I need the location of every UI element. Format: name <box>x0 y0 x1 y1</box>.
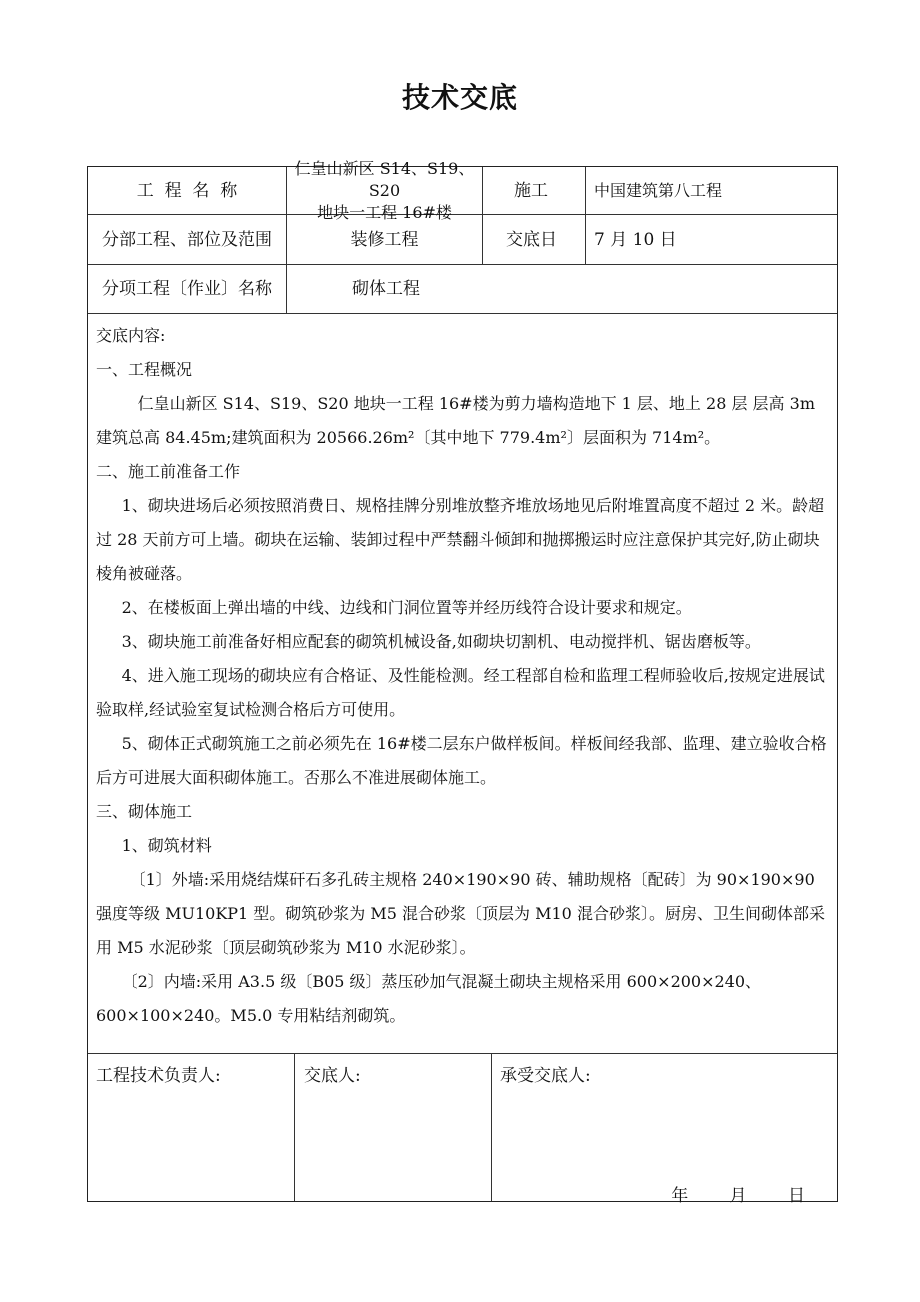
col-divider <box>585 167 586 264</box>
discloser-label: 交底人: <box>304 1066 361 1086</box>
content-intro: 交底内容: <box>96 326 166 345</box>
project-name-label: 工 程 名 称 <box>136 180 238 201</box>
section-2-item-1: 1、砌块进场后必须按照消费日、规格挂牌分别堆放整齐堆放场地见后附堆置高度不超过 2 米。龄超过 28 天前方可上墙。砌块在运输、装卸过程中严禁翻斗倾卸和抛掷搬运时应注意保护其完好,防止砌块棱角被碰落。 <box>96 496 825 583</box>
sign-date <box>649 1181 805 1206</box>
division-value: 装修工程 <box>350 229 419 250</box>
document-title: 技术交底 <box>401 81 518 114</box>
section-2-item-5: 5、砌体正式砌筑施工之前必须先在 16#楼二层东户做样板间。样板间经我部、监理、建立验收合格后方可进展大面积砌体施工。否那么不准进展砌体施工。 <box>96 734 827 787</box>
day-label: 日 <box>788 1186 805 1206</box>
division-label: 分部工程、部位及范围 <box>102 229 272 250</box>
section-1-paragraph: 仁皇山新区 S14、S19、S20 地块一工程 16#楼为剪力墙构造地下 1 层、地上 28 层 层高 3m 建筑总高 84.45m;建筑面积为 20566.26m²〔其中地下 779.4m²〕层面积为 714m²。 <box>96 394 815 447</box>
date-value: 7 月 10 日 <box>594 229 677 250</box>
section-3-heading: 三、砌体施工 <box>96 802 193 821</box>
row-divider <box>88 1053 837 1054</box>
project-name-line2: 地块一工程 16#楼 <box>317 202 452 222</box>
col-divider <box>294 1053 295 1201</box>
month-label: 月 <box>729 1186 747 1206</box>
project-name-line1: 仁皇山新区 S14、S19、S20 <box>294 158 475 200</box>
date-label: 交底日 <box>506 229 557 250</box>
subitem-value: 砌体工程 <box>352 279 420 299</box>
disclosure-content <box>96 319 832 1033</box>
receiver-label: 承受交底人: <box>500 1066 591 1086</box>
section-3-material-1: 〔1〕外墙:采用烧结煤矸石多孔砖主规格 240×190×90 砖、辅助规格〔配砖〕为 90×190×90 强度等级 MU10KP1 型。砌筑砂浆为 M5 混合砂浆〔顶层为 M10 混合砂浆〕。厨房、卫生间砌体部采用 M5 水泥砂浆〔顶层砌筑砂浆为 M10 水泥砂浆〕。 <box>96 870 825 957</box>
col-divider <box>482 167 483 264</box>
disclosure-table <box>87 158 838 1206</box>
section-2-item-4: 4、进入施工现场的砌块应有合格证、及性能检测。经工程部自检和监理工程师验收后,按规定进展试验取样,经试验室复试检测合格后方可使用。 <box>96 666 825 719</box>
section-3-subheading: 1、砌筑材料 <box>121 836 212 855</box>
section-3-material-2: 〔2〕内墙:采用 A3.5 级〔B05 级〕蒸压砂加气混凝土砌块主规格采用 600×200×240、600×100×240。M5.0 专用粘结剂砌筑。 <box>96 972 762 1025</box>
section-2-item-2: 2、在楼板面上弹出墙的中线、边线和门洞位置等并经历线符合设计要求和规定。 <box>121 598 692 617</box>
section-2-item-3: 3、砌块施工前准备好相应配套的砌筑机械设备,如砌块切割机、电动搅拌机、锯齿磨板等。 <box>121 632 761 651</box>
year-label: 年 <box>671 1186 689 1206</box>
col-divider <box>491 1053 492 1201</box>
construction-label: 施工 <box>514 180 548 201</box>
subitem-label: 分项工程〔作业〕名称 <box>102 279 272 299</box>
row-divider <box>88 313 837 314</box>
construction-value: 中国建筑第八工程 <box>594 180 723 200</box>
tech-lead-label: 工程技术负责人: <box>96 1066 221 1086</box>
section-2-heading: 二、施工前准备工作 <box>96 462 241 481</box>
project-name-value <box>287 158 482 222</box>
section-1-heading: 一、工程概况 <box>96 360 193 379</box>
